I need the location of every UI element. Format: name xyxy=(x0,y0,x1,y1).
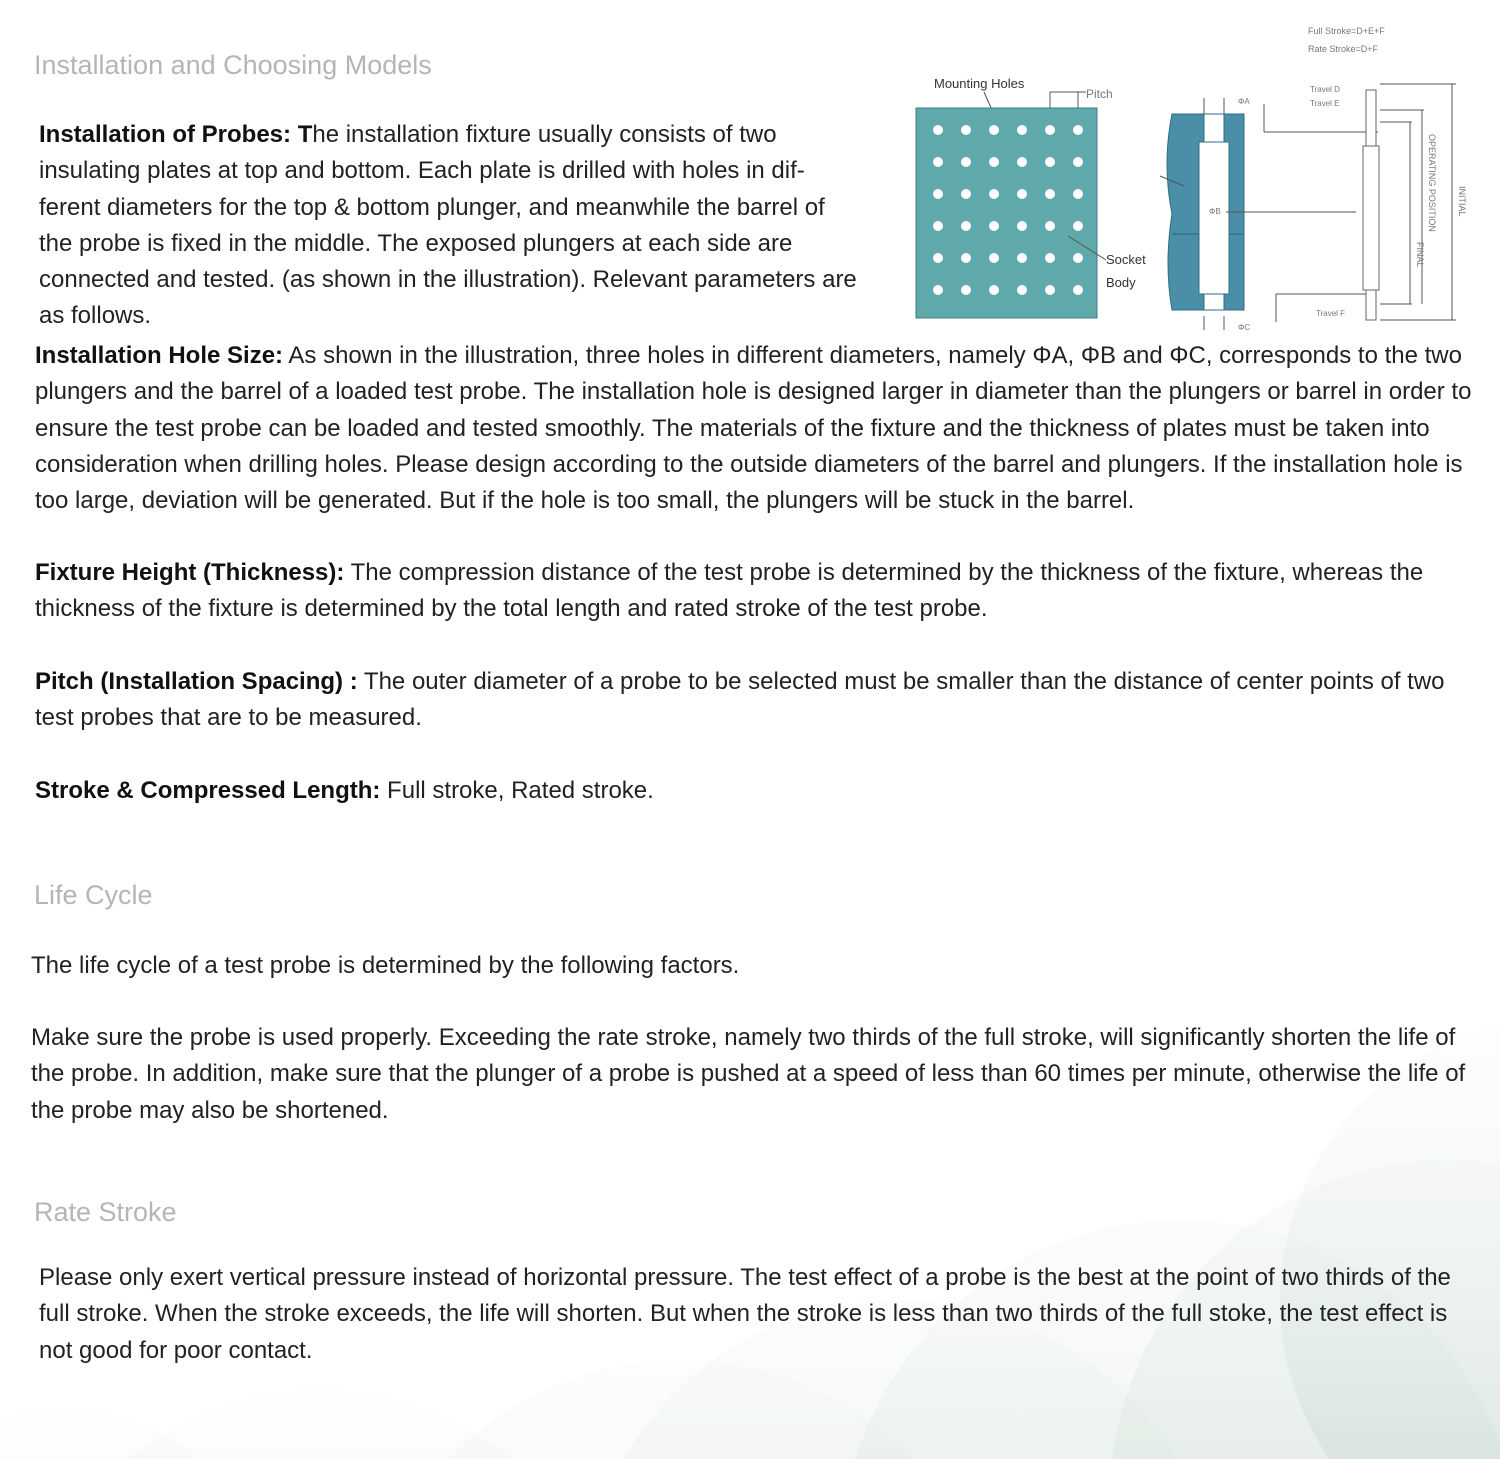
initial-label: INITIAL xyxy=(1457,186,1467,217)
mounting-hole xyxy=(1017,189,1027,199)
installation-of-probes-text: he installation fixture usually consists of two insulating plates at top and bottom. Each plate is drilled with holes in dif-ferent diameters for the top & bottom plunger, and meanwhile the barrel of the probe is fixed in the middle. The exposed plungers at each side are connected and tested. (as shown in the illustration). Relevant parameters are as follows. xyxy=(39,121,857,330)
mounting-hole xyxy=(989,189,999,199)
installation-hole-size-paragraph xyxy=(35,338,1475,519)
mounting-hole xyxy=(1073,125,1083,135)
full-stroke-formula: Full Stroke=D+E+F xyxy=(1308,26,1385,36)
travel-d-label: Travel D xyxy=(1310,85,1340,94)
phi-b-label: ΦB xyxy=(1209,207,1221,216)
section-heading-installation: Installation and Choosing Models xyxy=(34,50,432,80)
installation-hole-size-text: As shown in the illustration, three holes in different diameters, namely ΦA, ΦB and ΦC, corresponds to the two plungers and the barrel of a loaded test probe. The installation hole is designed larger in diameter than the plungers or barrel in order to ensure the test probe can be loaded and tested smoothly. The materials of the fixture and the thickness of plates must be taken into consideration when drilling holes. Please design according to the outside diameters of the barrel and plungers. If the installation hole is too large, deviation will be generated. But if the hole is too small, the plungers will be stuck in the barrel. xyxy=(35,342,1472,515)
mounting-hole xyxy=(1073,221,1083,231)
mounting-hole xyxy=(1017,125,1027,135)
mounting-hole xyxy=(1073,157,1083,167)
installation-of-probes-paragraph xyxy=(39,117,859,335)
probe-installation-diagram xyxy=(900,14,1480,334)
mounting-hole xyxy=(1045,285,1055,295)
mounting-hole xyxy=(989,157,999,167)
mounting-hole xyxy=(1073,189,1083,199)
mounting-hole xyxy=(961,125,971,135)
travel-f-label: Travel F xyxy=(1316,309,1346,318)
section-heading-life-cycle: Life Cycle xyxy=(34,880,153,910)
mounting-hole xyxy=(1045,221,1055,231)
mounting-hole xyxy=(961,285,971,295)
life-cycle-body: Make sure the probe is used properly. Exceeding the rate stroke, namely two thirds of the full stroke, will significantly shorten the life of the probe. In addition, make sure that the plunger of a probe is pushed at a speed of less than 60 times per minute, otherwise the life of the probe may also be shortened. xyxy=(31,1024,1466,1124)
phi-c-label: ΦC xyxy=(1238,323,1251,332)
installation-hole-size-label: Installation Hole Size: xyxy=(35,342,284,369)
mounting-hole xyxy=(933,221,943,231)
mounting-hole xyxy=(961,189,971,199)
mounting-hole xyxy=(1045,157,1055,167)
mounting-hole xyxy=(961,157,971,167)
pitch-label: Pitch xyxy=(1086,87,1113,101)
mounting-hole xyxy=(933,189,943,199)
mounting-hole xyxy=(1045,189,1055,199)
fixture-height-paragraph xyxy=(35,555,1475,628)
body-label: Body xyxy=(1106,275,1136,290)
mounting-hole xyxy=(933,125,943,135)
mounting-hole xyxy=(933,285,943,295)
life-cycle-intro: The life cycle of a test probe is determined by the following factors. xyxy=(31,952,740,979)
section-heading-rate-stroke: Rate Stroke xyxy=(34,1197,177,1227)
phi-a-label: ΦA xyxy=(1238,97,1250,106)
mounting-hole xyxy=(1073,285,1083,295)
mounting-hole xyxy=(1017,157,1027,167)
stroke-compressed-length-text: Full stroke, Rated stroke. xyxy=(380,777,654,804)
final-label: FINAL xyxy=(1415,242,1425,268)
mounting-hole xyxy=(1045,125,1055,135)
mounting-hole xyxy=(961,221,971,231)
socket-label: Socket xyxy=(1106,252,1146,267)
mounting-hole xyxy=(933,157,943,167)
installation-of-probes-label: Installation of Probes: T xyxy=(39,121,313,148)
mounting-hole xyxy=(1017,285,1027,295)
mounting-plate xyxy=(916,108,1097,318)
pitch-paragraph-text: The outer diameter of a probe to be selected must be smaller than the distance of center points of two test probes that are to be measured. xyxy=(35,668,1445,732)
operating-position-label: OPERATING POSITION xyxy=(1427,134,1437,232)
mounting-hole xyxy=(961,253,971,263)
mounting-hole xyxy=(989,253,999,263)
mounting-hole xyxy=(989,125,999,135)
pitch-paragraph xyxy=(35,664,1475,737)
rate-stroke-formula: Rate Stroke=D+F xyxy=(1308,44,1379,54)
mounting-hole xyxy=(989,285,999,295)
mounting-hole xyxy=(933,253,943,263)
stroke-compressed-length-label: Stroke & Compressed Length: xyxy=(35,777,381,804)
pitch-paragraph-label: Pitch (Installation Spacing) : xyxy=(35,668,358,695)
mounting-hole xyxy=(989,221,999,231)
mounting-hole xyxy=(1073,253,1083,263)
fixture-height-text: The compression distance of the test probe is determined by the thickness of the fixture, whereas the thickness of the fixture is determined by the total length and rated stroke of the test probe. xyxy=(35,559,1424,623)
mounting-hole xyxy=(1017,221,1027,231)
travel-e-label: Travel E xyxy=(1310,99,1340,108)
mounting-hole xyxy=(1045,253,1055,263)
fixture-height-label: Fixture Height (Thickness): xyxy=(35,559,345,586)
stroke-compressed-length-paragraph xyxy=(35,773,1475,809)
mounting-hole xyxy=(1017,253,1027,263)
rate-stroke-body: Please only exert vertical pressure instead of horizontal pressure. The test effect of a probe is the best at the point of two thirds of the full stroke. When the stroke exceeds, the life will shorten. But when the stroke is less than two thirds of the full stoke, the test effect is not good for poor contact. xyxy=(39,1264,1451,1364)
mounting-holes-label: Mounting Holes xyxy=(934,76,1025,91)
